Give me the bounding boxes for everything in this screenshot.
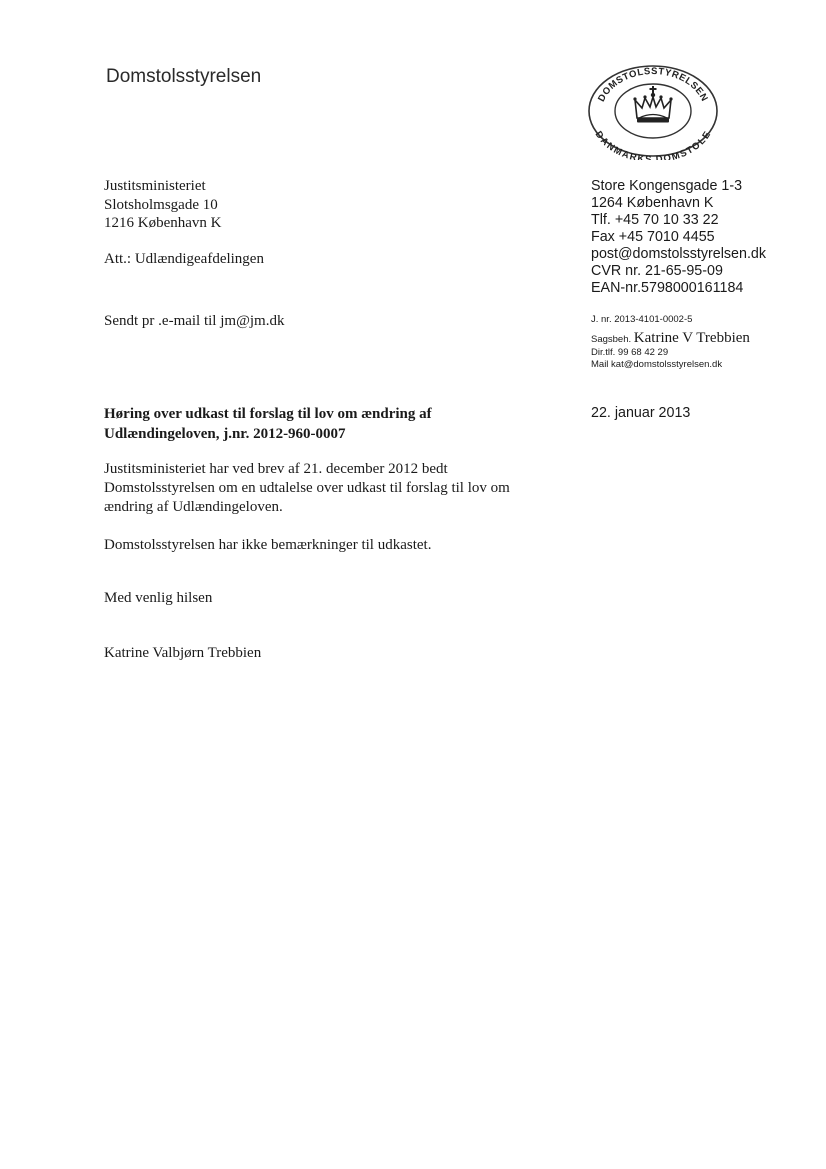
sender-city: 1264 København K xyxy=(591,195,714,211)
subject-line-1: Høring over udkast til forslag til lov om ændring af xyxy=(104,406,432,422)
body-paragraph-1-line-3: ændring af Udlændingeloven. xyxy=(104,499,283,515)
case-handler-name: Katrine V Trebbien xyxy=(633,330,750,346)
recipient-city: 1216 København K xyxy=(104,215,222,231)
closing-salutation: Med venlig hilsen xyxy=(104,590,213,606)
body-paragraph-1-line-2: Domstolsstyrelsen om en udtalelse over udkast til forslag til lov om xyxy=(104,480,510,496)
court-seal xyxy=(585,62,721,160)
case-handler xyxy=(591,332,750,346)
body-paragraph-1-line-1: Justitsministeriet har ved brev af 21. december 2012 bedt xyxy=(104,461,448,477)
crown-icon xyxy=(633,86,672,123)
seal-top-text: DOMSTOLSSTYRELSEN xyxy=(596,65,710,104)
sender-cvr: CVR nr. 21-65-95-09 xyxy=(591,263,723,279)
recipient-address xyxy=(104,177,221,233)
sender-contact-block xyxy=(591,178,766,297)
recipient-street: Slotsholmsgade 10 xyxy=(104,196,218,213)
signatory-name: Katrine Valbjørn Trebbien xyxy=(104,645,262,661)
case-metadata xyxy=(591,314,750,371)
seal-graphic xyxy=(585,62,721,160)
letter-subject xyxy=(104,404,432,444)
journal-number: J. nr. 2013-4101-0002-5 xyxy=(591,314,693,325)
sender-fax: Fax +45 7010 4455 xyxy=(591,229,715,245)
attention-line: Att.: Udlændigeafdelingen xyxy=(104,251,264,267)
organization-name: Domstolsstyrelsen xyxy=(106,66,262,87)
case-handler-label: Sagsbeh. xyxy=(591,334,632,345)
sent-via-line: Sendt pr .e-mail til jm@jm.dk xyxy=(104,313,285,329)
sender-street: Store Kongensgade 1-3 xyxy=(591,178,743,194)
body-paragraph-1 xyxy=(104,460,564,517)
svg-text:DANMARKS DOMSTOLE xyxy=(593,129,714,160)
recipient-name: Justitsministeriet xyxy=(104,178,206,194)
sender-email: post@domstolsstyrelsen.dk xyxy=(591,246,767,262)
body-paragraph-2: Domstolsstyrelsen har ikke bemærkninger til udkastet. xyxy=(104,537,432,553)
letter-date: 22. januar 2013 xyxy=(591,405,691,421)
subject-line-2: Udlændingeloven, j.nr. 2012-960-0007 xyxy=(104,426,346,442)
handler-mail: Mail kat@domstolsstyrelsen.dk xyxy=(591,359,723,370)
sender-phone: Tlf. +45 70 10 33 22 xyxy=(591,212,719,228)
direct-phone: Dir.tlf. 99 68 42 29 xyxy=(591,347,669,358)
seal-bottom-text: DANMARKS DOMSTOLE xyxy=(592,129,714,160)
sender-ean: EAN-nr.5798000161184 xyxy=(591,280,744,296)
